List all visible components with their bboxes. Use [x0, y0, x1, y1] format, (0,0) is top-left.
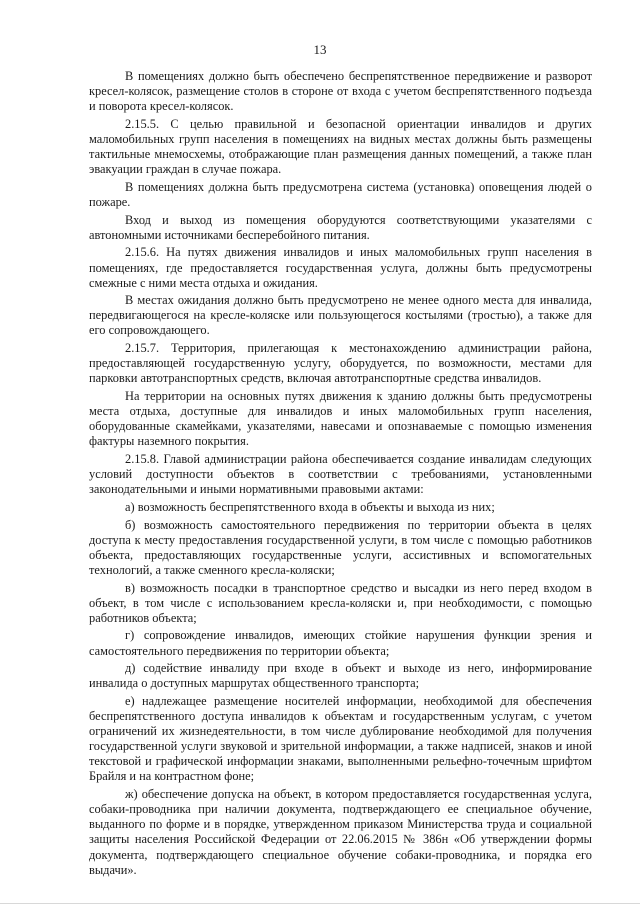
paragraph: В местах ожидания должно быть предусмотрено не менее одного места для инвалида, передвигающегося на кресле-коляске или пользующегося костылями (тростью), а также для его сопровождающего. — [89, 293, 592, 338]
document-body — [89, 69, 592, 880]
paragraph: 2.15.7. Территория, прилегающая к местонахождению администрации района, предоставляющей государственную услугу, оборудуется, по возможности, местами для парковки автотранспортных средств, включая автотранспортные средства инвалидов. — [89, 341, 592, 386]
list-item: е) надлежащее размещение носителей информации, необходимой для обеспечения беспрепятственного доступа инвалидов к объектам и государственным услугам, с учетом ограничений их жизнедеятельности, в том числе дублирование необходимой для получения государственной услуги звуковой и зрительной информации, а также надписей, знаков и иной текстовой и графической информации знаками, выполненными рельефно-точечным шрифтом Брайля и на контрастном фоне; — [89, 693, 592, 784]
list-item: в) возможность посадки в транспортное средство и высадки из него перед входом в объект, в том числе с использованием кресла-коляски и, при необходимости, с помощью работников объекта; — [89, 580, 592, 625]
list-item: г) сопровождение инвалидов, имеющих стойкие нарушения функции зрения и самостоятельного передвижения по территории объекта; — [89, 628, 592, 658]
paragraph: В помещениях должно быть обеспечено беспрепятственное передвижение и разворот кресел-колясок, размещение столов в стороне от входа с учетом беспрепятственного подъезда и поворота кресел-колясок. — [89, 69, 592, 114]
paragraph: В помещениях должна быть предусмотрена система (установка) оповещения людей о пожаре. — [89, 179, 592, 209]
list-item: б) возможность самостоятельного передвижения по территории объекта в целях доступа к месту предоставления государственной услуги, в том числе с помощью работников объекта, предоставляющих государственные услуги, ассистивных и вспомогательных технологий, а также сменного кресла-коляски; — [89, 517, 592, 577]
list-item: ж) обеспечение допуска на объект, в котором предоставляется государственная услуга, собаки-проводника при наличии документа, подтверждающего ее специальное обучение, выданного по форме и в порядке, утвержденном приказом Министерства труда и социальной защиты населения Российской Федерации от 22.06.2015 № 386н «Об утверждении формы документа, подтверждающего специальное обучение собаки-проводника, и порядка его выдачи». — [89, 787, 592, 877]
paragraph: На территории на основных путях движения к зданию должны быть предусмотрены места отдыха, доступные для инвалидов и иных маломобильных групп населения, оборудованные скамейками, указателями, навесами и опознаваемые с помощью изменения фактуры наземного покрытия. — [89, 389, 592, 449]
page-bottom-edge — [0, 903, 640, 904]
list-item: а) возможность беспрепятственного входа в объекты и выхода из них; — [125, 499, 495, 514]
page-number: 13 — [313, 42, 327, 57]
list-item: д) содействие инвалиду при входе в объект и выходе из него, информирование инвалида о доступных маршрутах общественного транспорта; — [89, 661, 592, 691]
paragraph: 2.15.8. Главой администрации района обеспечивается создание инвалидам следующих условий доступности объектов в соответствии с требованиями, установленными законодательными и иными нормативными правовыми актами: — [89, 452, 592, 497]
paragraph: 2.15.6. На путях движения инвалидов и иных маломобильных групп населения в помещениях, где предоставляется государственная услуга, должны быть предусмотрены смежные с ними места отдыха и ожидания. — [89, 245, 592, 290]
paragraph: Вход и выход из помещения оборудуются соответствующими указателями с автономными источниками бесперебойного питания. — [89, 212, 592, 242]
paragraph: 2.15.5. С целью правильной и безопасной ориентации инвалидов и других маломобильных групп населения в помещениях на видных местах должны быть размещены тактильные мнемосхемы, отображающие план размещения данных помещений, а также план эвакуации граждан в случае пожара. — [89, 116, 592, 177]
